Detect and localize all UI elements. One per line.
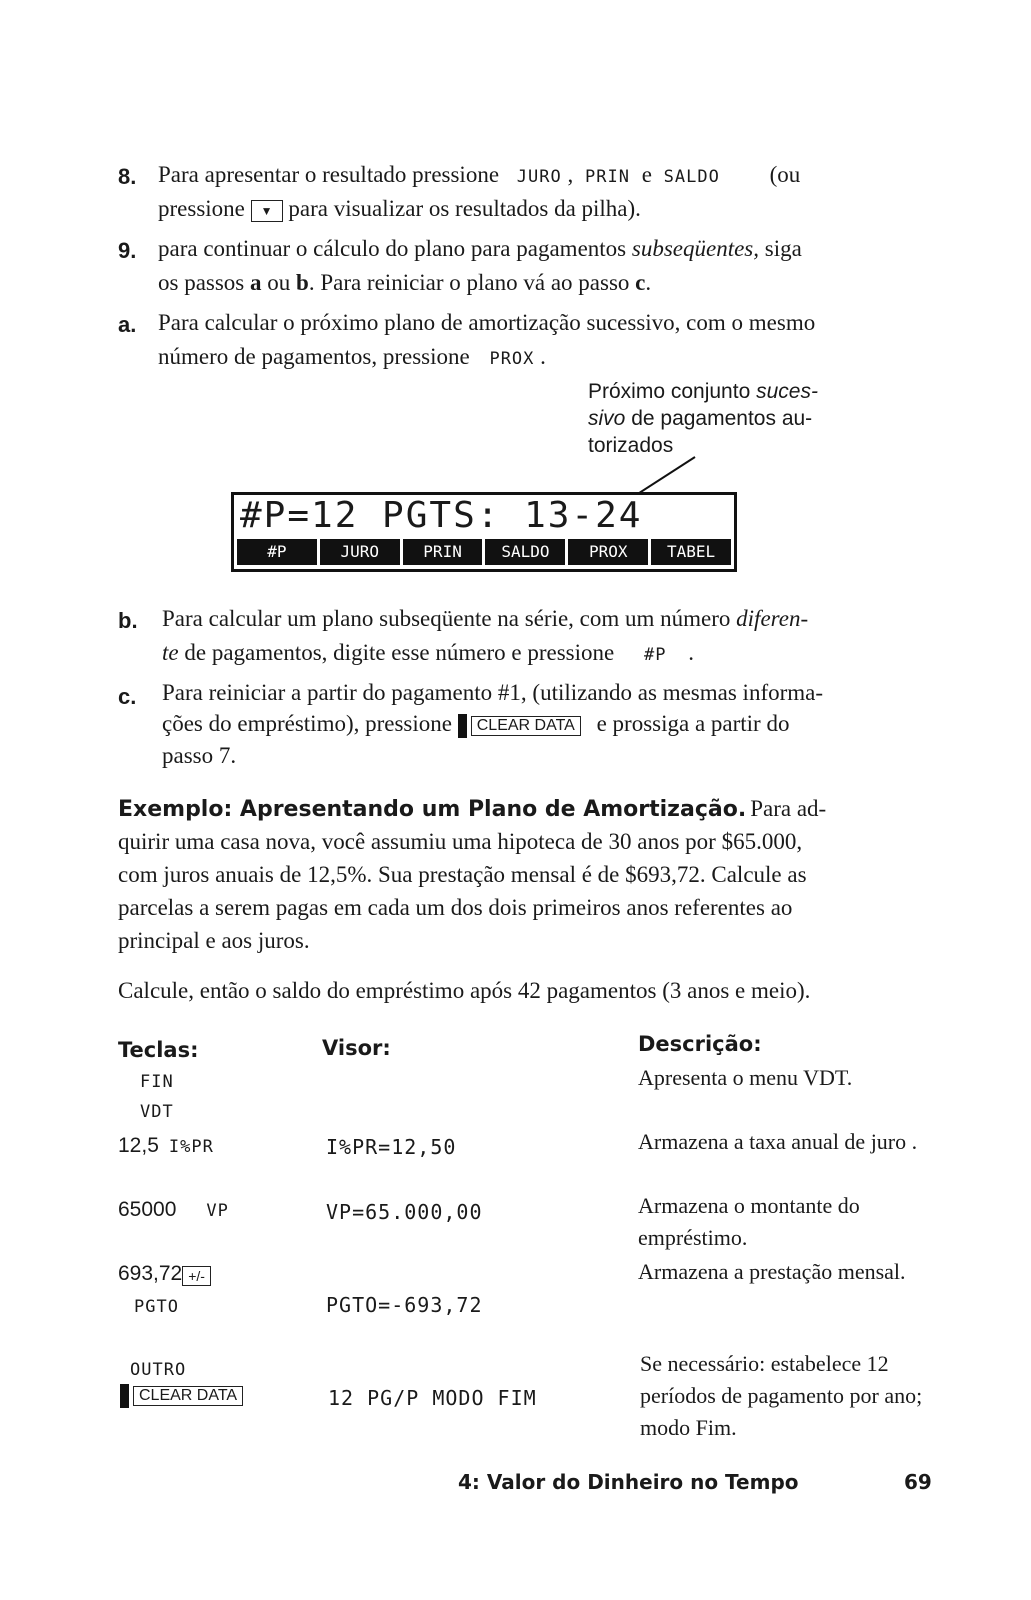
- example-paragraph: [118, 792, 958, 957]
- sub-b-line2-text: de pagamentos, digite esse número e pressione: [184, 640, 615, 665]
- callout-em: suces-: [756, 380, 818, 403]
- callout-last: torizados: [588, 434, 674, 457]
- row-rate-keys: [118, 1134, 214, 1158]
- desc-fin: Apresenta o menu VDT.: [638, 1065, 853, 1090]
- down-arrow-key-icon: ▼: [251, 200, 283, 222]
- change-sign-key: +/-: [182, 1266, 211, 1286]
- key-prox: PROX: [489, 349, 535, 369]
- example-line-3: parcelas a serem pagas em cada um dos dois primeiros anos referentes ao: [118, 895, 793, 920]
- step-8-line2: [158, 192, 641, 225]
- sub-c-line1: Para reiniciar a partir do pagamento #1, (utilizando as mesmas informa-: [162, 680, 824, 705]
- footer-page-number: 69: [904, 1470, 932, 1494]
- key-vdt: VDT: [140, 1102, 174, 1122]
- row-clear-keys: [120, 1384, 243, 1408]
- step-9-a: a: [250, 270, 262, 295]
- step-9-b: b: [296, 270, 309, 295]
- sub-a-marker: a.: [118, 312, 137, 337]
- sub-b-line2: [162, 636, 694, 672]
- callout-em2: sivo: [588, 407, 626, 430]
- key-pgto: PGTO: [134, 1297, 179, 1317]
- step-8-text: [158, 158, 958, 194]
- desc-mode: Se necessário: estabelece 12 períodos de pagamento por ano; modo Fim.: [640, 1351, 923, 1440]
- example-followup: Calcule, então o saldo do empréstimo após 42 pagamentos (3 anos e meio).: [118, 978, 811, 1003]
- softkey-np[interactable]: #P: [237, 539, 317, 565]
- softkey-prox[interactable]: PROX: [568, 539, 648, 565]
- desc-vp: Armazena o montante do empréstimo.: [638, 1193, 860, 1250]
- sub-a-line1: Para calcular o próximo plano de amortização sucessivo, com o mesmo: [158, 310, 816, 335]
- sub-b-end: .: [688, 640, 694, 665]
- sub-c-line2-post: e prossiga a partir do: [596, 711, 790, 736]
- rate-number: 12,5: [118, 1134, 159, 1157]
- footer-chapter: 4: Valor do Dinheiro no Tempo: [458, 1470, 799, 1494]
- step-8-line2-post: para visualizar os resultados da pilha).: [288, 196, 641, 221]
- shift-key-icon: [458, 714, 467, 738]
- display-pgto: PGTO=-693,72: [326, 1293, 483, 1317]
- display-line: #P=12 PGTS: 13-24: [240, 495, 643, 536]
- sub-c-line2: [162, 707, 962, 740]
- step-9-line2-mid: . Para reiniciar o plano vá ao passo: [308, 270, 630, 295]
- sub-b-line1: [162, 602, 962, 635]
- step-9-line2: [158, 266, 651, 299]
- example-line-0: Para ad-: [750, 796, 827, 821]
- shift-key-icon-2: [120, 1384, 129, 1408]
- calculator-display: [231, 492, 737, 572]
- clear-data-key-2: CLEAR DATA: [133, 1386, 243, 1406]
- header-description: Descrição:: [638, 1032, 762, 1056]
- sub-b-marker: b.: [118, 608, 138, 633]
- sub-c-line2-pre: ções do empréstimo), pressione: [162, 711, 452, 736]
- pv-number: 65000: [118, 1198, 177, 1221]
- step-9-ou: ou: [267, 270, 291, 295]
- softkey-tabel[interactable]: TABEL: [651, 539, 731, 565]
- step-9-c: c: [635, 270, 646, 295]
- key-comma: ,: [567, 162, 574, 187]
- header-display: Visor:: [322, 1036, 391, 1060]
- display-mode: 12 PG/P MODO FIM: [328, 1386, 537, 1410]
- sub-c-marker: c.: [118, 684, 137, 709]
- display-vp: VP=65.000,00: [326, 1200, 483, 1224]
- key-prin: PRIN: [585, 167, 630, 187]
- step-8-line2-pre: pressione: [158, 196, 245, 221]
- step-8-line1: Para apresentar o resultado pressione: [158, 162, 500, 187]
- step-9-marker: 9.: [118, 238, 137, 263]
- softkey-prin[interactable]: PRIN: [403, 539, 483, 565]
- step-9-line1-end: siga: [764, 236, 802, 261]
- clear-data-key: CLEAR DATA: [471, 716, 581, 736]
- step-9-line1-text: para continuar o cálculo do plano para pagamentos: [158, 236, 627, 261]
- word-e: e: [641, 162, 652, 187]
- step-9-line1: [158, 232, 958, 265]
- step-9-line2-pre: os passos: [158, 270, 245, 295]
- key-juro: JURO: [516, 167, 562, 187]
- callout-post: de pagamentos au-: [631, 407, 813, 430]
- key-ipr: I%PR: [168, 1137, 214, 1157]
- sub-c-line3: passo 7.: [162, 743, 237, 768]
- desc-ipr: Armazena a taxa anual de juro .: [638, 1129, 918, 1154]
- step-8-ou: (ou: [769, 162, 801, 187]
- row-pmt-keys: [118, 1262, 211, 1286]
- display-ipr: I%PR=12,50: [326, 1135, 457, 1159]
- sub-b-em1: diferen-: [736, 606, 809, 631]
- sub-a-line2: [158, 340, 546, 376]
- example-line-2: com juros anuais de 12,5%. Sua prestação mensal é de $693,72. Calcule as: [118, 862, 807, 887]
- desc-pgto: Armazena a prestação mensal.: [638, 1259, 906, 1284]
- key-outro: OUTRO: [130, 1360, 187, 1380]
- step-9-em: subseqüentes,: [631, 236, 759, 261]
- softkey-saldo[interactable]: SALDO: [485, 539, 565, 565]
- row-pv-keys: [118, 1198, 229, 1222]
- key-saldo: SALDO: [663, 167, 720, 187]
- sub-a-line2-text: número de pagamentos, pressione: [158, 344, 470, 369]
- pmt-number: 693,72: [118, 1262, 183, 1285]
- sub-b-line1-text: Para calcular um plano subseqüente na série, com um número: [162, 606, 731, 631]
- key-fin: FIN: [140, 1072, 174, 1092]
- display-menu: [237, 539, 731, 565]
- step-9-line2-end: .: [645, 270, 652, 295]
- callout-pre: Próximo conjunto: [588, 380, 751, 403]
- callout-annotation: [588, 378, 848, 459]
- step-8-marker: 8.: [118, 164, 137, 189]
- softkey-juro[interactable]: JURO: [320, 539, 400, 565]
- example-heading: Exemplo: Apresentando um Plano de Amortização.: [118, 797, 747, 822]
- header-keys: Teclas:: [118, 1038, 199, 1062]
- key-np: #P: [643, 645, 667, 665]
- key-vp: VP: [206, 1201, 229, 1221]
- sub-b-em2: te: [162, 640, 179, 665]
- example-line-1: quirir uma casa nova, você assumiu uma hipoteca de 30 anos por $65.000,: [118, 829, 803, 854]
- example-line-4: principal e aos juros.: [118, 928, 310, 953]
- sub-a-end: .: [540, 344, 546, 369]
